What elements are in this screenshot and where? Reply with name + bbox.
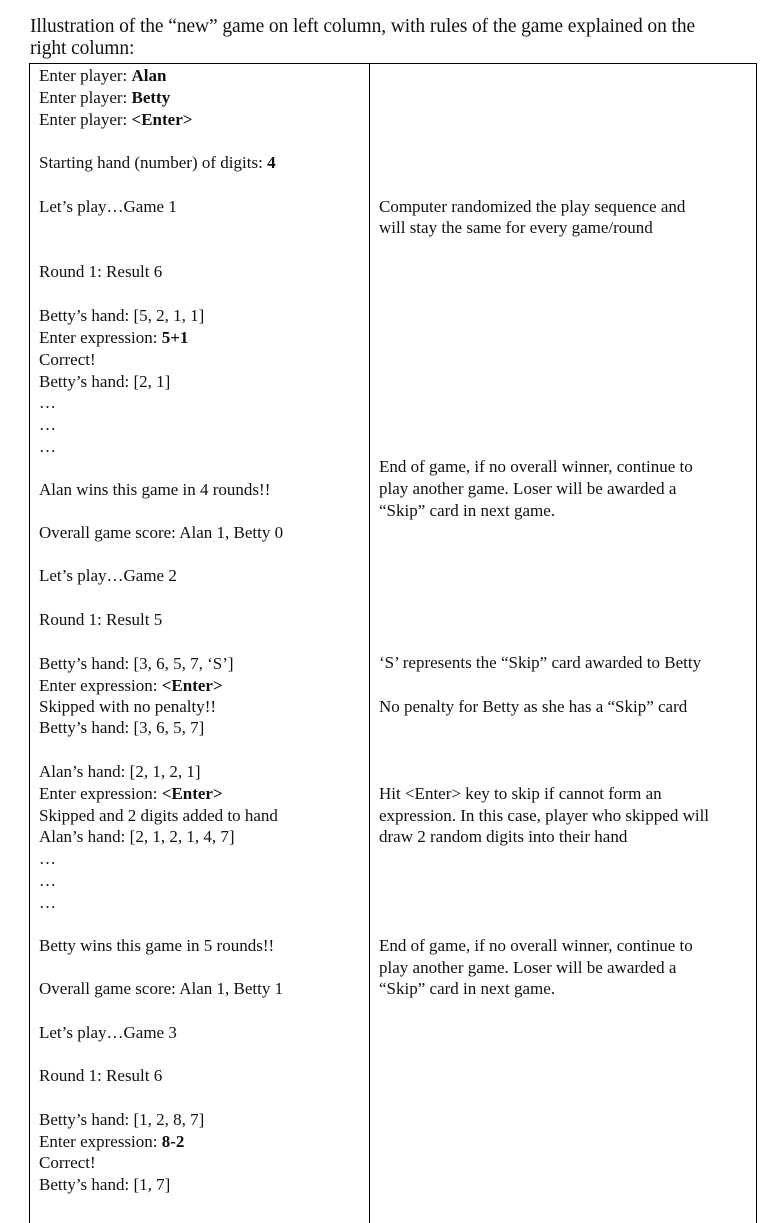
ellipsis-line: … [39,393,58,412]
ellipsis-line: … [39,437,58,456]
rule-line: Hit <Enter> key to skip if cannot form an [379,784,662,803]
transcript-line: Enter expression: <Enter> [39,784,223,803]
transcript-line: Enter player: Betty [39,88,171,107]
transcript-line: Round 1: Result 6 [39,262,163,281]
transcript-line: Betty’s hand: [1, 7] [39,1175,171,1194]
transcript-line: Alan’s hand: [2, 1, 2, 1, 4, 7] [39,827,235,846]
rule-line: No penalty for Betty as she has a “Skip” card [379,697,688,716]
rule-line: play another game. Loser will be awarded a [379,479,677,498]
transcript-line: Skipped and 2 digits added to hand [39,806,278,825]
rule-line: End of game, if no overall winner, continue to [379,457,693,476]
transcript-line: Let’s play…Game 1 [39,197,177,216]
rule-line: ‘S’ represents the “Skip” card awarded to Betty [379,653,702,672]
rule-line: expression. In this case, player who skipped will [379,806,710,825]
ellipsis-line: … [39,893,58,912]
rule-line: draw 2 random digits into their hand [379,827,628,846]
transcript-line: Betty’s hand: [5, 2, 1, 1] [39,306,205,325]
transcript-line: Correct! [39,1153,96,1172]
transcript-line: Round 1: Result 5 [39,610,163,629]
ellipsis-line: … [39,849,58,868]
transcript-line: Betty wins this game in 5 rounds!! [39,936,275,955]
transcript-line: Round 1: Result 6 [39,1066,163,1085]
transcript-line: Enter player: Alan [39,66,167,85]
transcript-line: Alan wins this game in 4 rounds!! [39,480,271,499]
rule-line: will stay the same for every game/round [379,218,653,237]
transcript-line: Starting hand (number) of digits: 4 [39,153,276,172]
rule-line: play another game. Loser will be awarded a [379,958,677,977]
column-divider [369,63,370,1223]
transcript-line: Let’s play…Game 3 [39,1023,177,1042]
transcript-line: Betty’s hand: [3, 6, 5, 7, ‘S’] [39,654,234,673]
rule-line: End of game, if no overall winner, continue to [379,936,693,955]
transcript-line: Enter expression: <Enter> [39,676,223,695]
transcript-line: Skipped with no penalty!! [39,697,217,716]
rule-line: Computer randomized the play sequence and [379,197,686,216]
intro-line-1: Illustration of the “new” game on left column, with rules of the game explained on the [30,16,696,37]
transcript-line: Overall game score: Alan 1, Betty 0 [39,523,284,542]
intro-paragraph [30,16,770,60]
transcript-line: Betty’s hand: [2, 1] [39,372,171,391]
transcript-line: Enter expression: 8-2 [39,1132,185,1151]
rule-line: “Skip” card in next game. [379,979,556,998]
transcript-line: Enter player: <Enter> [39,110,193,129]
transcript-line: Correct! [39,350,96,369]
transcript-line: Let’s play…Game 2 [39,566,177,585]
rule-line: “Skip” card in next game. [379,501,556,520]
intro-line-2: right column: [30,38,135,59]
transcript-line: Alan’s hand: [2, 1, 2, 1] [39,762,201,781]
transcript-line: Betty’s hand: [1, 2, 8, 7] [39,1110,205,1129]
transcript-line: Betty’s hand: [3, 6, 5, 7] [39,718,205,737]
ellipsis-line: … [39,415,58,434]
transcript-line: Enter expression: 5+1 [39,328,189,347]
ellipsis-line: … [39,871,58,890]
transcript-line: Overall game score: Alan 1, Betty 1 [39,979,284,998]
